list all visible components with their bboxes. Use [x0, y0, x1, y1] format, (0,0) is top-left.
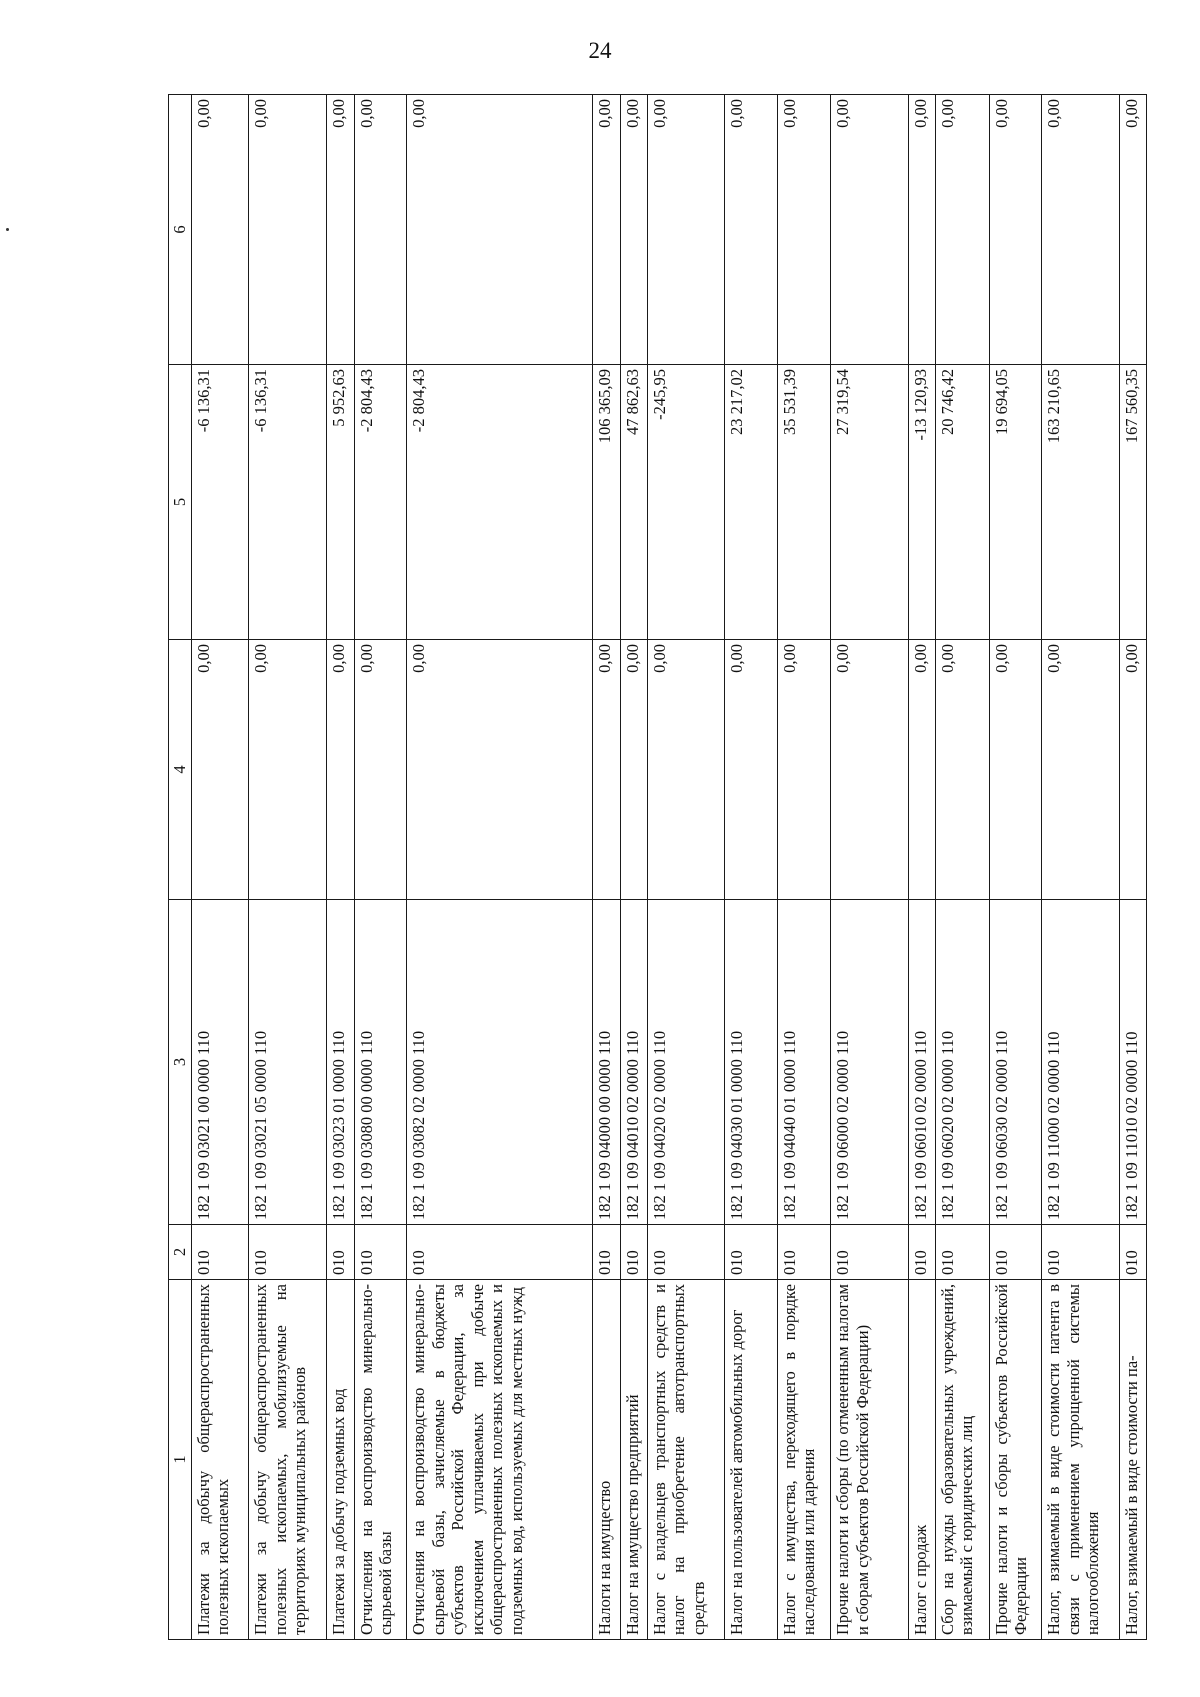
row-kbk: 182 1 09 04040 01 0000 110	[777, 900, 831, 1225]
row-value-5: -2 804,43	[354, 365, 407, 640]
table-row	[593, 95, 620, 1640]
row-value-6: 0,00	[593, 95, 620, 365]
header-col-4: 4	[169, 640, 192, 900]
row-kbk: 182 1 09 04000 00 0000 110	[593, 900, 620, 1225]
header-col-3: 3	[169, 900, 192, 1225]
table-row	[1119, 95, 1147, 1640]
header-col-1: 1	[169, 1280, 192, 1640]
row-value-6: 0,00	[249, 95, 327, 365]
row-value-5: 167 560,35	[1119, 365, 1147, 640]
table-row	[620, 95, 647, 1640]
header-col-5: 5	[169, 365, 192, 640]
table-header-row	[169, 95, 192, 1640]
row-kbk: 182 1 09 04010 02 0000 110	[620, 900, 647, 1225]
row-kbk: 182 1 09 11000 02 0000 110	[1042, 900, 1119, 1225]
budget-revenue-table	[168, 94, 1147, 1640]
table-row	[647, 95, 724, 1640]
row-name: Отчисления на воспроизводство минерально-сырьевой базы, зачисляемые в бюджеты субъектов Российской Федерации, за исключением уплачиваемых при добыче общераспространенных полезных ископаемых и подземных вод, используемых для местных нужд	[407, 1280, 593, 1640]
row-value-4: 0,00	[192, 640, 249, 900]
row-code: 010	[647, 1225, 724, 1280]
table-row	[777, 95, 831, 1640]
row-value-6: 0,00	[935, 95, 989, 365]
row-value-6: 0,00	[908, 95, 935, 365]
table-row	[249, 95, 327, 1640]
row-kbk: 182 1 09 03080 00 0000 110	[354, 900, 407, 1225]
row-name: Сбор на нужды образовательных учреждений, взимаемый с юридических лиц	[935, 1280, 989, 1640]
row-value-4: 0,00	[354, 640, 407, 900]
row-value-6: 0,00	[327, 95, 354, 365]
row-code: 010	[989, 1225, 1042, 1280]
row-kbk: 182 1 09 04020 02 0000 110	[647, 900, 724, 1225]
row-value-4: 0,00	[935, 640, 989, 900]
row-code: 010	[354, 1225, 407, 1280]
row-value-6: 0,00	[1042, 95, 1119, 365]
row-value-6: 0,00	[407, 95, 593, 365]
row-value-5: -2 804,43	[407, 365, 593, 640]
row-name: Налог, взимаемый в виде стоимости па-	[1119, 1280, 1147, 1640]
row-value-5: -6 136,31	[192, 365, 249, 640]
row-code: 010	[831, 1225, 908, 1280]
row-code: 010	[327, 1225, 354, 1280]
row-name: Налог на пользователей автомобильных дорог	[725, 1280, 778, 1640]
row-value-6: 0,00	[831, 95, 908, 365]
page-number: 24	[588, 38, 612, 63]
row-code: 010	[620, 1225, 647, 1280]
table-row	[407, 95, 593, 1640]
row-value-4: 0,00	[249, 640, 327, 900]
row-value-5: 163 210,65	[1042, 365, 1119, 640]
row-value-5: 35 531,39	[777, 365, 831, 640]
row-kbk: 182 1 09 03021 05 0000 110	[249, 900, 327, 1225]
row-value-6: 0,00	[1119, 95, 1147, 365]
row-value-6: 0,00	[192, 95, 249, 365]
row-kbk: 182 1 09 03021 00 0000 110	[192, 900, 249, 1225]
header-col-2: 2	[169, 1225, 192, 1280]
row-code: 010	[249, 1225, 327, 1280]
row-code: 010	[407, 1225, 593, 1280]
row-value-4: 0,00	[989, 640, 1042, 900]
row-value-4: 0,00	[327, 640, 354, 900]
row-kbk: 182 1 09 03023 01 0000 110	[327, 900, 354, 1225]
table-row	[831, 95, 908, 1640]
row-value-4: 0,00	[407, 640, 593, 900]
row-name: Прочие налоги и сборы (по отмененным налогам и сборам субъектов Российской Федерации)	[831, 1280, 908, 1640]
row-name: Отчисления на воспроизводство минерально-сырьевой базы	[354, 1280, 407, 1640]
row-code: 010	[593, 1225, 620, 1280]
row-value-5: -13 120,93	[908, 365, 935, 640]
row-code: 010	[1119, 1225, 1147, 1280]
row-value-6: 0,00	[725, 95, 778, 365]
row-kbk: 182 1 09 03082 02 0000 110	[407, 900, 593, 1225]
row-value-4: 0,00	[777, 640, 831, 900]
row-name: Прочие налоги и сборы субъектов Российской Федерации	[989, 1280, 1042, 1640]
row-value-5: 23 217,02	[725, 365, 778, 640]
table-row	[908, 95, 935, 1640]
row-value-5: 20 746,42	[935, 365, 989, 640]
row-code: 010	[725, 1225, 778, 1280]
row-value-5: 5 952,63	[327, 365, 354, 640]
row-value-5: 27 319,54	[831, 365, 908, 640]
table-row	[989, 95, 1042, 1640]
row-name: Платежи за добычу подземных вод	[327, 1280, 354, 1640]
row-kbk: 182 1 09 04030 01 0000 110	[725, 900, 778, 1225]
row-value-5: 47 862,63	[620, 365, 647, 640]
rotated-table-container	[168, 95, 1147, 1640]
row-value-5: -245,95	[647, 365, 724, 640]
row-value-4: 0,00	[831, 640, 908, 900]
row-kbk: 182 1 09 11010 02 0000 110	[1119, 900, 1147, 1225]
table-row	[1042, 95, 1119, 1640]
row-name: Налог с продаж	[908, 1280, 935, 1640]
row-value-4: 0,00	[908, 640, 935, 900]
row-value-4: 0,00	[725, 640, 778, 900]
row-name: Налог, взимаемый в виде стоимости патента в связи с применением упрощенной системы налогообложения	[1042, 1280, 1119, 1640]
row-value-4: 0,00	[647, 640, 724, 900]
row-value-4: 0,00	[1042, 640, 1119, 900]
row-value-5: 106 365,09	[593, 365, 620, 640]
row-code: 010	[192, 1225, 249, 1280]
header-col-6: 6	[169, 95, 192, 365]
table-row	[354, 95, 407, 1640]
row-value-5: 19 694,05	[989, 365, 1042, 640]
row-code: 010	[1042, 1225, 1119, 1280]
table-row	[192, 95, 249, 1640]
row-name: Налог на имущество предприятий	[620, 1280, 647, 1640]
row-kbk: 182 1 09 06030 02 0000 110	[989, 900, 1042, 1225]
row-name: Налог с имущества, переходящего в порядке наследования или дарения	[777, 1280, 831, 1640]
row-value-6: 0,00	[647, 95, 724, 365]
row-value-6: 0,00	[989, 95, 1042, 365]
table-row	[327, 95, 354, 1640]
row-kbk: 182 1 09 06000 02 0000 110	[831, 900, 908, 1225]
row-value-6: 0,00	[777, 95, 831, 365]
row-value-5: -6 136,31	[249, 365, 327, 640]
row-name: Платежи за добычу общераспространенных полезных ископаемых	[192, 1280, 249, 1640]
table-row	[935, 95, 989, 1640]
row-name: Налог с владельцев транспортных средств и налог на приобретение автотранспортных средств	[647, 1280, 724, 1640]
scan-speck	[6, 228, 9, 231]
row-kbk: 182 1 09 06010 02 0000 110	[908, 900, 935, 1225]
row-name: Налоги на имущество	[593, 1280, 620, 1640]
row-name: Платежи за добычу общераспространенных полезных ископаемых, мобилизуемые на территориях муниципальных районов	[249, 1280, 327, 1640]
row-kbk: 182 1 09 06020 02 0000 110	[935, 900, 989, 1225]
row-value-4: 0,00	[593, 640, 620, 900]
row-code: 010	[935, 1225, 989, 1280]
row-code: 010	[777, 1225, 831, 1280]
row-value-6: 0,00	[354, 95, 407, 365]
row-value-4: 0,00	[620, 640, 647, 900]
row-value-4: 0,00	[1119, 640, 1147, 900]
row-value-6: 0,00	[620, 95, 647, 365]
row-code: 010	[908, 1225, 935, 1280]
table-row	[725, 95, 778, 1640]
